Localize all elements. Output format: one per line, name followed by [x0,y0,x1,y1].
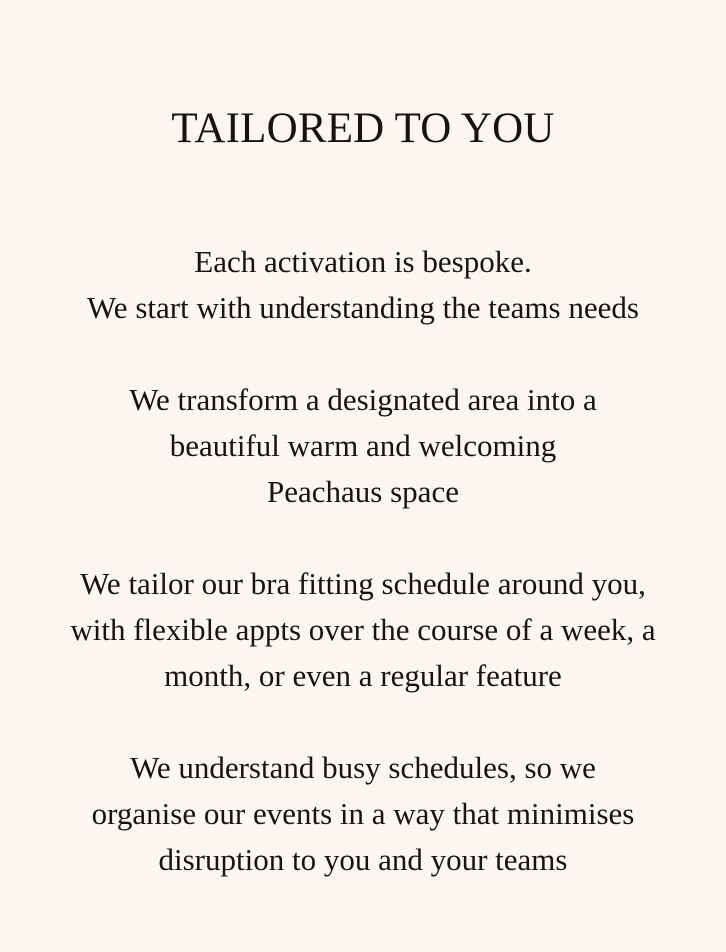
text-line: Each activation is bespoke. [194,244,532,279]
text-line: disruption to you and your teams [158,842,568,877]
text-line: with flexible appts over the course of a week, a [70,612,656,647]
body-text [0,239,726,929]
text-line: We transform a designated area into a [129,382,597,417]
text-line: We start with understanding the teams needs [87,290,639,325]
paragraph-disruption [0,745,726,883]
text-line: beautiful warm and welcoming [169,428,557,463]
text-line: We tailor our bra fitting schedule around you, [80,566,646,601]
paragraph-schedule [0,561,726,699]
text-line: Peachaus space [267,474,459,509]
text-line: month, or even a regular feature [164,658,562,693]
page-title: TAILORED TO YOU [171,105,555,152]
text-line: organise our events in a way that minimises [91,796,635,831]
paragraph-space [0,377,726,515]
paragraph-bespoke [0,239,726,331]
text-line: We understand busy schedules, so we [130,750,596,785]
